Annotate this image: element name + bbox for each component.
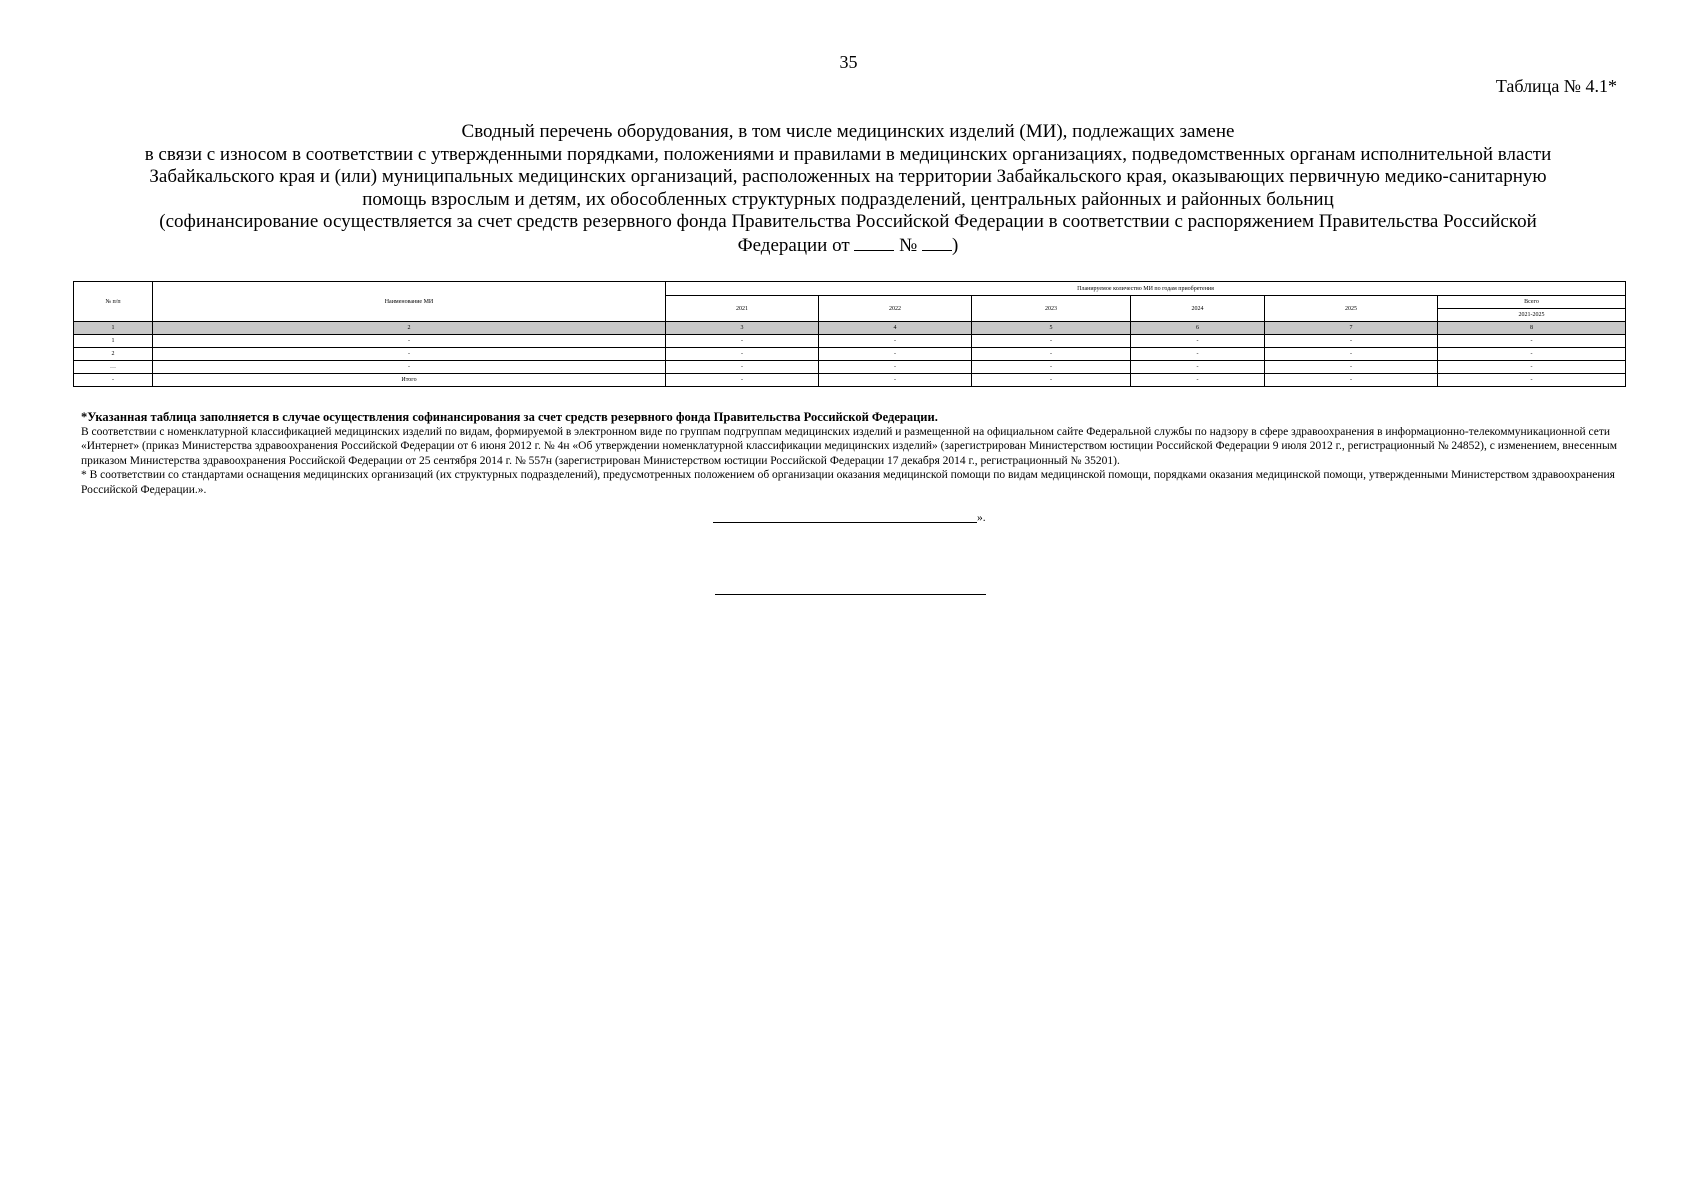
table-cell: -	[666, 335, 819, 348]
table-cell: 2	[74, 348, 153, 361]
col-header-year: 2022	[819, 296, 972, 322]
table-cell: -	[819, 335, 972, 348]
number-blank	[922, 234, 952, 251]
index-cell: 7	[1265, 322, 1438, 335]
title-close-paren: )	[952, 234, 959, 256]
table-cell: -	[1438, 374, 1626, 387]
table-cell: -	[153, 361, 666, 374]
table-cell: 1	[74, 335, 153, 348]
title-line-2: в связи с износом в соответствии с утвержденными порядками, положениями и правилами в медицинских организациях, подведомственных органам исполнительной власти	[144, 143, 1552, 165]
table-row	[74, 335, 1626, 348]
index-cell: 8	[1438, 322, 1626, 335]
table-cell: -	[153, 335, 666, 348]
document-title	[90, 121, 1606, 257]
table-cell: -	[819, 361, 972, 374]
table-row	[74, 348, 1626, 361]
col-header-year: 2024	[1131, 296, 1265, 322]
index-cell: 6	[1131, 322, 1265, 335]
col-header-total-period: 2021-2025	[1438, 309, 1626, 322]
index-cell: 5	[972, 322, 1131, 335]
table-total-row	[74, 374, 1626, 387]
index-cell: 4	[819, 322, 972, 335]
column-index-row	[74, 322, 1626, 335]
table-cell: -	[1131, 335, 1265, 348]
table-cell: -	[972, 348, 1131, 361]
title-line-6	[90, 234, 1606, 258]
table-cell: -	[1131, 361, 1265, 374]
table-cell: -	[1438, 335, 1626, 348]
footnote-standards: * В соответствии со стандартами оснащения медицинских организаций (их структурных подразделений), предусмотренных положением об организации оказания медицинской помощи по видам медицинской помощи, порядками оказания медицинской помощи, утвержденными Министерством здравоохранения Российской Федерации.».	[81, 469, 1615, 496]
signature-line	[713, 522, 977, 523]
table-cell: -	[1265, 348, 1438, 361]
table-cell: -	[666, 348, 819, 361]
table-cell: -	[972, 335, 1131, 348]
table-cell: -	[819, 348, 972, 361]
table-cell: -	[666, 374, 819, 387]
table-cell: -	[1131, 348, 1265, 361]
table-cell: -	[1265, 374, 1438, 387]
col-header-name: Наименование МИ	[153, 282, 666, 322]
separator-line	[715, 594, 986, 595]
title-line-1: Сводный перечень оборудования, в том числе медицинских изделий (МИ), подлежащих замене	[461, 121, 1235, 142]
index-cell: 2	[153, 322, 666, 335]
date-blank	[854, 234, 894, 251]
col-header-num: № п/п	[74, 282, 153, 322]
table-row	[74, 361, 1626, 374]
col-header-total: Всего	[1438, 296, 1626, 309]
footnote-classification: В соответствии с номенклатурной классификацией медицинских изделий по видам, формируемой в электронном виде по группам подгруппам медицинских изделий и размещенной на официальном сайте Федеральной службы по надзору в сфере здравоохранения в информационно-телекоммуникационной сети «Интернет» (приказ Министерства здравоохранения Российской Федерации от 6 июня 2012 г. № 4н «Об утверждении номенклатурной классификации медицинских изделий» (зарегистрирован Министерством юстиции Российской Федерации 9 июля 2012 г., регистрационный № 24852), с изменением, внесенным приказом Министерства здравоохранения Российской Федерации от 25 сентября 2014 г. № 557н (зарегистрирован Министерством юстиции Российской Федерации 17 декабря 2014 г., регистрационный № 35201).	[81, 425, 1617, 467]
table-cell: …	[74, 361, 153, 374]
table-cell: -	[972, 361, 1131, 374]
table-cell: -	[153, 348, 666, 361]
table-cell: Итого	[153, 374, 666, 387]
col-header-year: 2021	[666, 296, 819, 322]
group-header: Планируемое количество МИ по годам приобретения	[666, 282, 1626, 296]
table-cell: -	[666, 361, 819, 374]
title-date-label: Федерации от	[737, 234, 850, 256]
footnotes	[81, 410, 1621, 497]
index-cell: 1	[74, 322, 153, 335]
table-cell: -	[1438, 361, 1626, 374]
page-number: 35	[839, 52, 858, 72]
table-cell: -	[819, 374, 972, 387]
table-cell: -	[1131, 374, 1265, 387]
table-cell: -	[972, 374, 1131, 387]
title-number-label: №	[899, 234, 918, 256]
table-cell: -	[74, 374, 153, 387]
col-header-year: 2023	[972, 296, 1131, 322]
table-label: Таблица № 4.1*	[1495, 76, 1617, 96]
equipment-table	[73, 281, 1626, 387]
title-line-4: помощь взрослым и детям, их обособленных структурных подразделений, центральных районных и районных больниц	[362, 188, 1334, 210]
table-cell: -	[1438, 348, 1626, 361]
col-header-year: 2025	[1265, 296, 1438, 322]
table-cell: -	[1265, 361, 1438, 374]
title-line-5: (софинансирование осуществляется за счет средств резервного фонда Правительства Российской Федерации в соответствии с распоряжением Правительства Российской	[159, 211, 1537, 232]
title-line-3: Забайкальского края и (или) муниципальных медицинских организаций, расположенных на территории Забайкальского края, оказывающих первичную медико-санитарную	[149, 166, 1547, 187]
footnote-cofinancing: *Указанная таблица заполняется в случае осуществления софинансирования за счет средств резервного фонда Правительства Российской Федерации.	[81, 410, 938, 424]
index-cell: 3	[666, 322, 819, 335]
table-cell: -	[1265, 335, 1438, 348]
signature-tail: ».	[977, 512, 986, 524]
